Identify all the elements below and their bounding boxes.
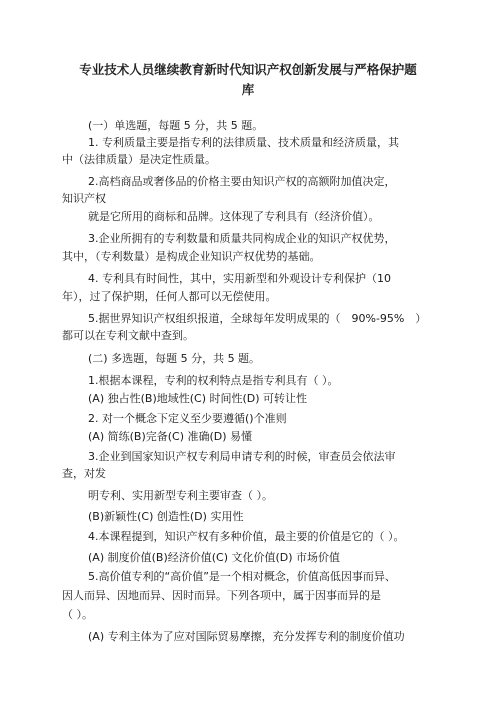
question-line: 5.据世界知识产权组织报道，全球每年发明成果的（ 90%-95% ） [88,312,427,325]
question-line: 4.本课程提到，知识产权有多种价值，最主要的价值是它的（ ）。 [88,530,405,543]
question-line: 中（法律质量）是决定性质量。 [62,153,216,166]
question-line: 5.高价值专利的“高价值”是一个相对概念，价值高低因事而异、 [88,570,396,583]
question-line: 知识产权 [62,192,106,205]
question-line: （ ）。 [62,608,93,621]
section-heading-multi-choice: (二) 多选题，每题 5 分，共 5 题。 [88,352,261,365]
question-line: 2.高档商品或奢侈品的价格主要由知识产权的高额附加值决定， [88,175,396,188]
options-line: (A) 制度价值(B)经济价值(C) 文化价值(D) 市场价值 [88,551,341,564]
title-line-1: 专业技术人员继续教育新时代知识产权创新发展与严格保护题 [79,62,417,77]
question-line: 4. 专利具有时间性，其中，实用新型和外观设计专利保护（10 [88,272,391,285]
question-line: 其中，（专利数量）是构成企业知识产权优势的基础。 [62,250,321,263]
title-line-2: 库 [241,82,255,97]
question-line: 查，对发 [62,467,106,480]
options-line: (A) 简练(B)完备(C) 准确(D) 易懂 [88,430,253,443]
question-line: 3.企业所拥有的专利数量和质量共同构成企业的知识产权优势， [88,232,396,245]
question-line: 因人而异、因地而异、因时而异。下列各项中，属于因事而异的是 [62,589,381,602]
question-line: 明专利、实用新型专利主要审查（ ）。 [88,489,273,502]
options-line: (A) 独占性(B)地域性(C) 时间性(D) 可转让性 [88,392,308,405]
options-line: (A) 专利主体为了应对国际贸易摩擦，充分发挥专利的制度价值功 [88,630,405,643]
section-heading-single-choice: (一）单选题，每题 5 分，共 5 题。 [88,119,264,132]
question-line: 1. 专利质量主要是指专利的法律质量、技术质量和经济质量，其 [88,136,399,149]
document-title [70,60,426,100]
question-line: 都可以在专利文献中查到。 [62,329,194,342]
question-line: 1.根据本课程，专利的权利特点是指专利具有（ ）。 [88,374,339,387]
question-line: 年），过了保护期，任何人都可以无偿使用。 [62,290,277,303]
question-line: 2. 对一个概念下定义至少要遵循()个准则 [88,412,287,425]
question-line: 就是它所用的商标和品牌。这体现了专利具有（经济价值）。 [88,210,380,223]
question-line: 3.企业到国家知识产权专利局申请专利的时候，审查员会依法审 [88,450,396,463]
options-line: (B)新颖性(C) 创造性(D) 实用性 [88,510,244,523]
